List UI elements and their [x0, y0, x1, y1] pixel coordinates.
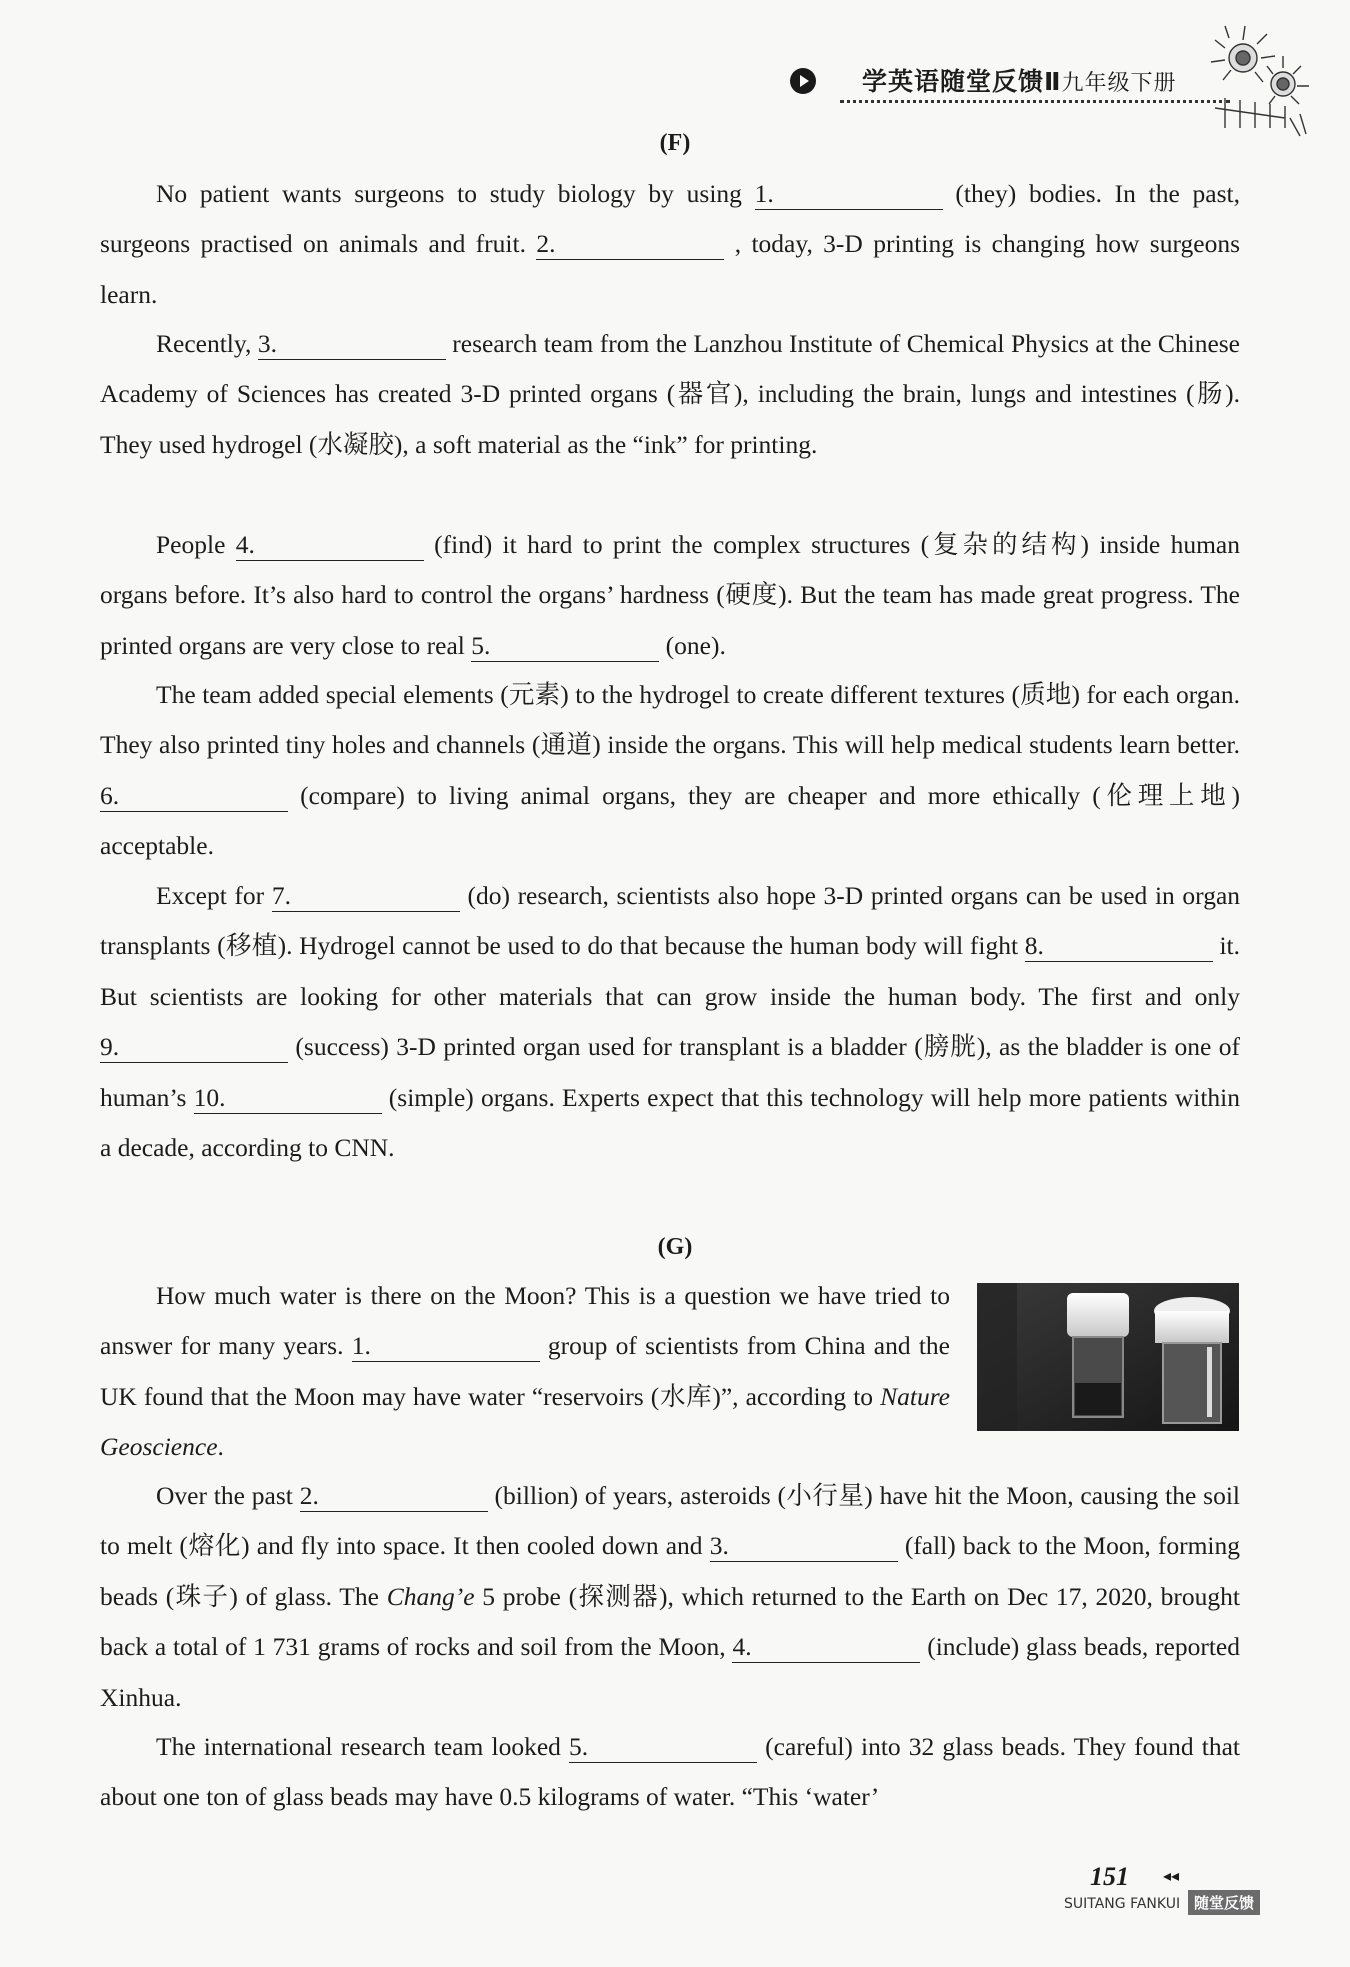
footer-brand-cn: 随堂反馈	[1188, 1890, 1260, 1915]
blank-g3[interactable]: 3.	[710, 1531, 898, 1562]
paragraph-f2: Recently, 3. research team from the Lanzhou Institute of Chemical Physics at the Chinese Academy of Sciences has created 3-D printed organs (器官), including the brain, lungs and intestines (肠). They used hydrogel (水凝胶), a soft material as the “ink” for printing.	[100, 329, 1240, 459]
blank-g2[interactable]: 2.	[300, 1481, 488, 1512]
header-dotted-rule	[840, 100, 1230, 103]
sunflower-decoration-icon	[1195, 18, 1320, 143]
blank-g4[interactable]: 4.	[732, 1632, 920, 1663]
book-title: 学英语随堂反馈Ⅱ九年级下册	[862, 67, 1177, 96]
blank-f7[interactable]: 7.	[272, 881, 460, 912]
glass-vials-photo	[977, 1283, 1239, 1431]
paragraph-f4: The team added special elements (元素) to the hydrogel to create different textures (质地) for each organ. They also printed tiny holes and channels (通道) inside the organs. This will help medical students learn better. 6. (compare) to living animal organs, they are cheaper and more ethically (伦理上地) acceptable.	[100, 680, 1240, 861]
blank-f8[interactable]: 8.	[1025, 931, 1213, 962]
book-subtitle: 九年级下册	[1061, 71, 1177, 96]
double-arrow-left-icon: ◂◂	[1163, 1866, 1180, 1885]
paragraph-g3: The international research team looked 5. (careful) into 32 glass beads. They found that about one ton of glass beads may have 0.5 kilograms of water. “This ‘water’	[100, 1732, 1241, 1812]
blank-g1[interactable]: 1.	[352, 1331, 540, 1362]
blank-f2[interactable]: 2.	[536, 229, 724, 260]
blank-f10[interactable]: 10.	[194, 1083, 382, 1114]
blank-f6[interactable]: 6.	[100, 781, 288, 812]
blank-f3[interactable]: 3.	[258, 329, 446, 360]
blank-f4[interactable]: 4.	[236, 530, 424, 561]
page-number: 151	[1090, 1862, 1129, 1891]
footer-brand-en: SUITANG FANKUI	[1064, 1896, 1181, 1912]
paragraph-f5: Except for 7. (do) research, scientists also hope 3-D printed organs can be used in organ transplants (移植). Hydrogel cannot be used to do that because the human body will fight 8. it. But scientists are looking for other materials that can grow inside the human body. The first and only 9. (success) 3-D printed organ used for transplant is a bladder (膀胱), as the bladder is one of human’s 10. (simple) organs. Experts expect that this technology will help more patients within a decade, according to CNN.	[100, 881, 1241, 1163]
blank-f9[interactable]: 9.	[100, 1032, 288, 1063]
paragraph-f3: People 4. (find) it hard to print the complex structures (复杂的结构) inside human organs before. It’s also hard to control the organs’ hardness (硬度). But the team has made great progress. The printed organs are very close to real 5. (one).	[100, 530, 1240, 660]
paragraph-g2: Over the past 2. (billion) of years, asteroids (小行星) have hit the Moon, causing the soil to melt (熔化) and fly into space. It then cooled down and 3. (fall) back to the Moon, forming beads (珠子) of glass. The Chang’e 5 probe (探测器), which returned to the Earth on Dec 17, 2020, brought back a total of 1 731 grams of rocks and soil from the Moon, 4. (include) glass beads, reported Xinhua.	[100, 1481, 1240, 1712]
blank-f5[interactable]: 5.	[471, 631, 659, 662]
play-icon	[790, 68, 816, 94]
blank-f1[interactable]: 1.	[755, 179, 943, 210]
paragraph-g1: How much water is there on the Moon? This is a question we have tried to answer for many years. 1. group of scientists from China and the UK found that the Moon may have water “reservoirs (水库)”, according to Nature Geoscience.	[100, 1281, 950, 1462]
section-label-f: (F)	[659, 130, 691, 156]
section-label-g: (G)	[657, 1234, 693, 1260]
blank-g5[interactable]: 5.	[569, 1732, 757, 1763]
paragraph-f1: No patient wants surgeons to study biology by using 1. (they) bodies. In the past, surgeons practised on animals and fruit. 2. , today, 3-D printing is changing how surgeons learn.	[100, 179, 1241, 309]
